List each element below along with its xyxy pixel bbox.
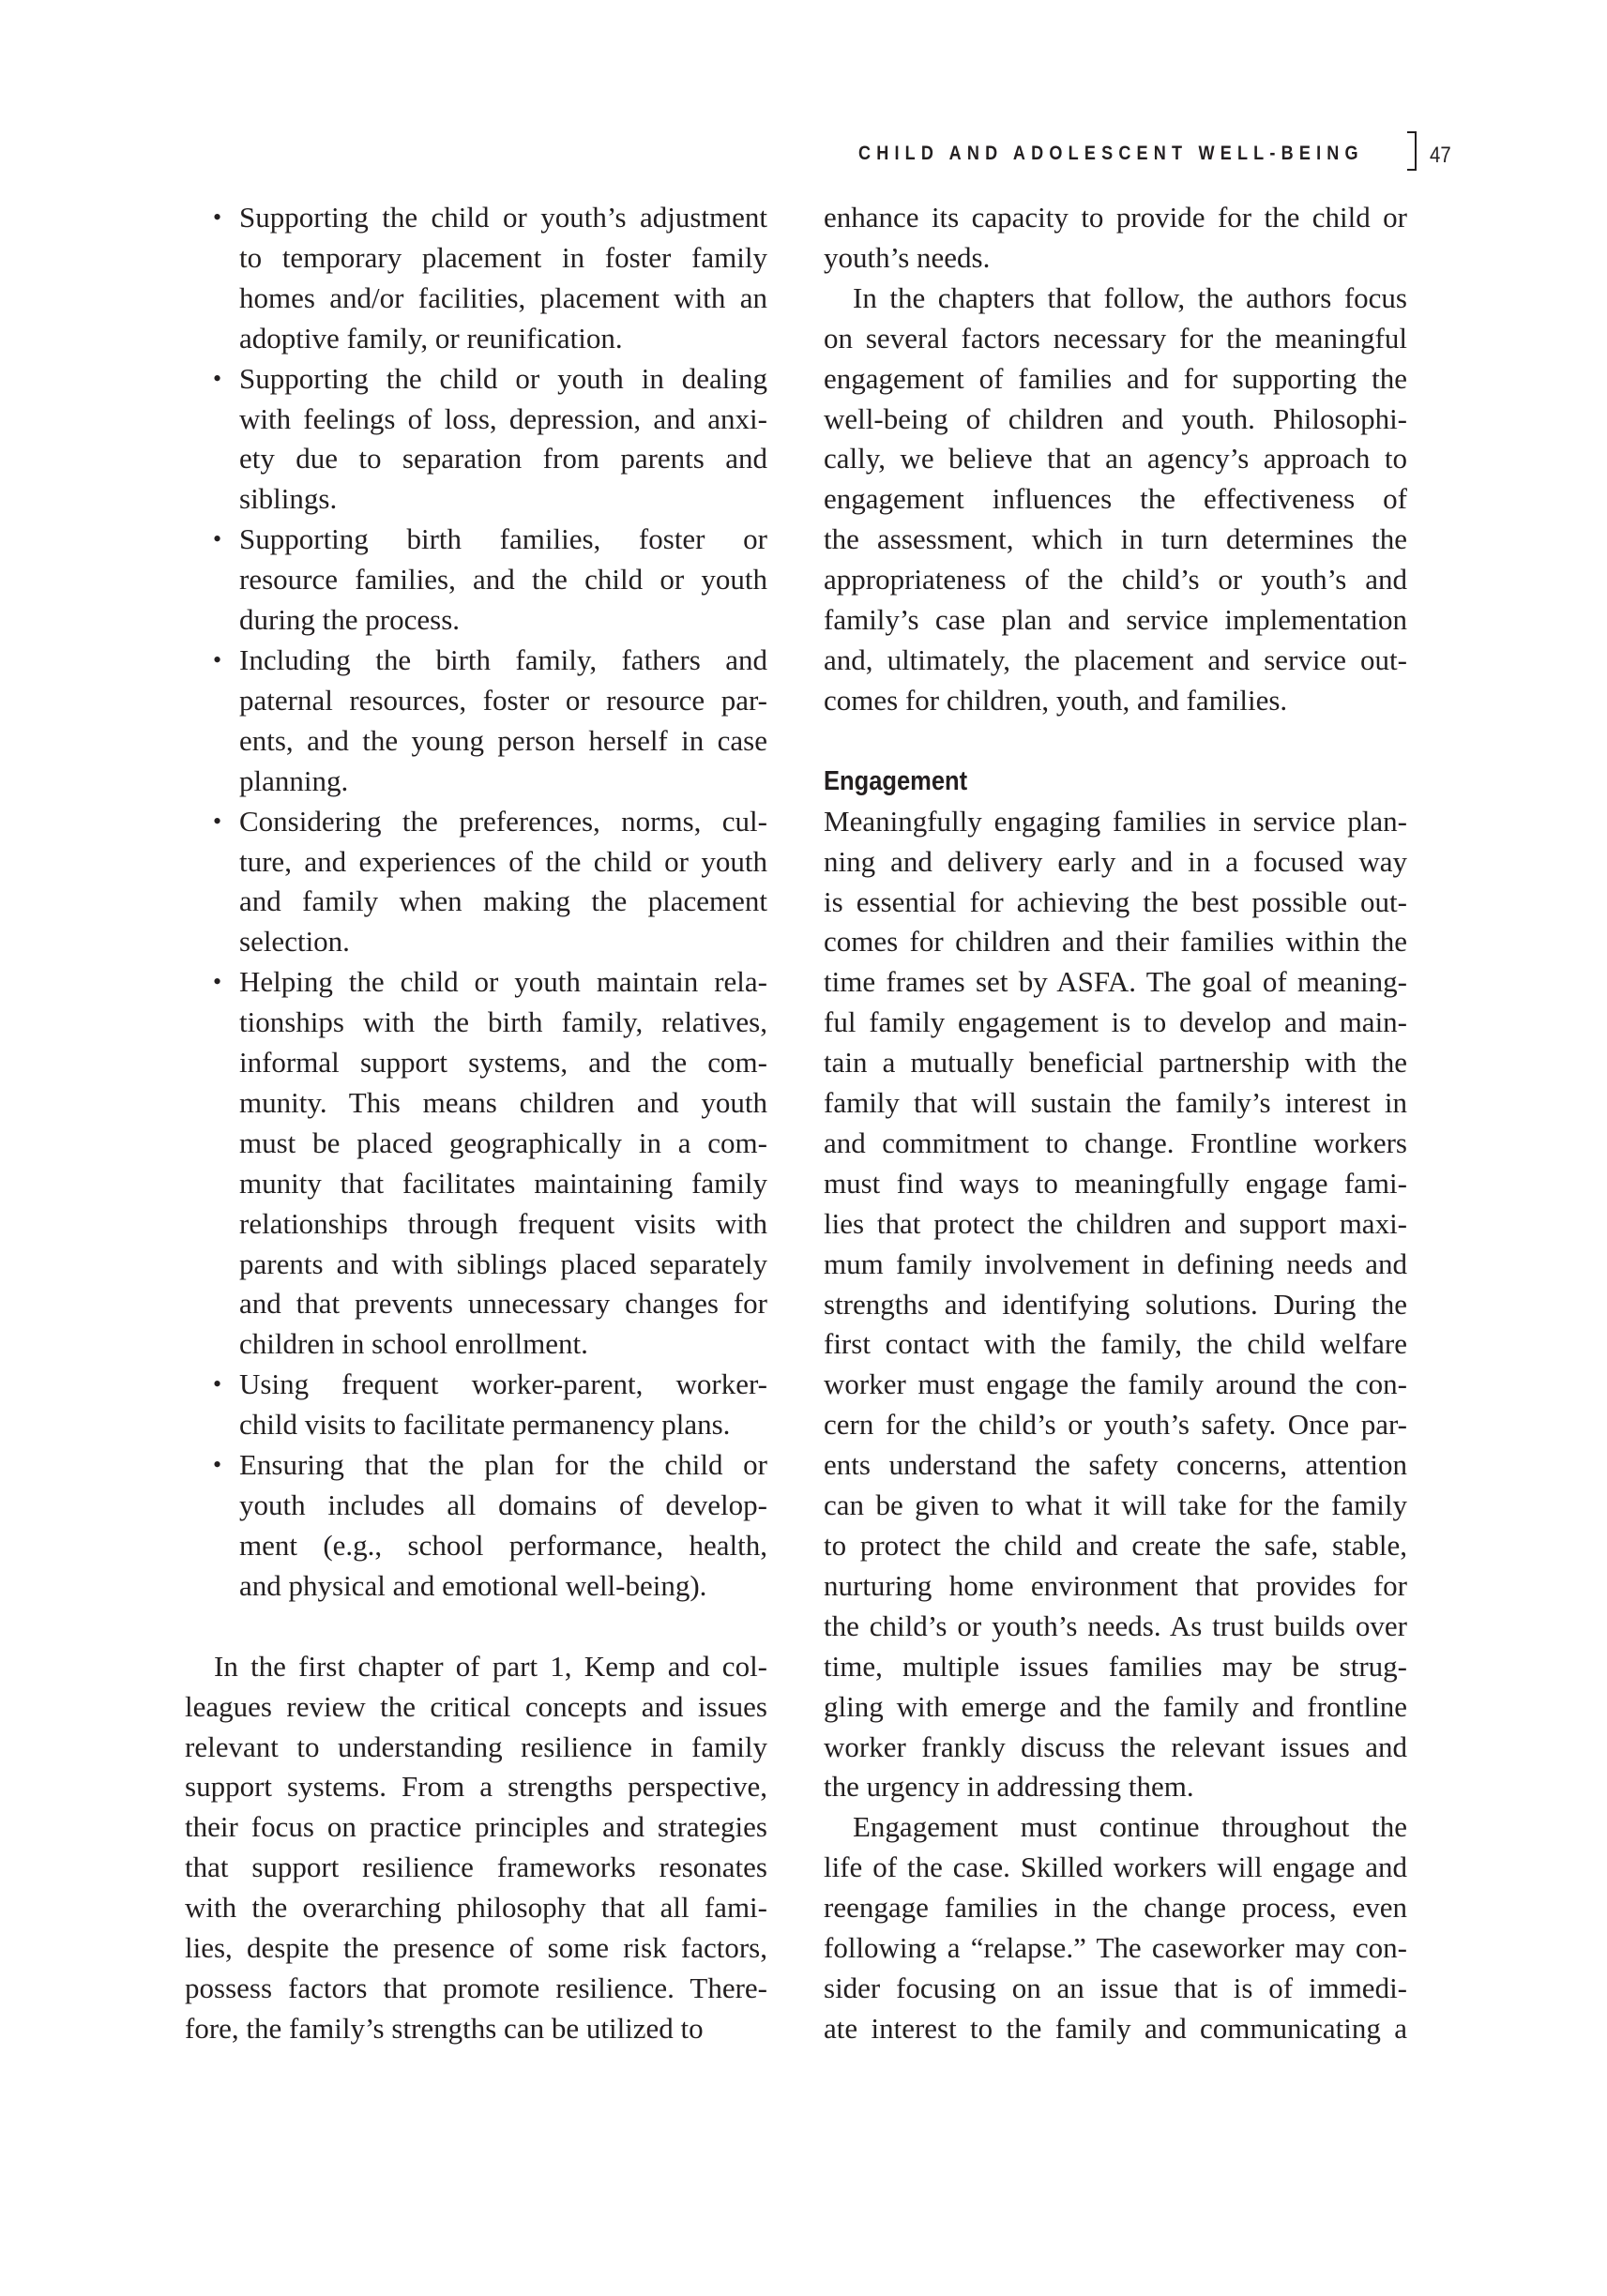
text-line: worker frankly discuss the relevant issues and [824, 1730, 1407, 1763]
text-line: youth includes all domains of develop- [239, 1488, 767, 1521]
text-line: parents and with siblings placed separately [239, 1246, 767, 1280]
page-number: 47 [1430, 143, 1451, 168]
text-line: relevant to understanding resilience in family [185, 1730, 767, 1763]
bullet-list [185, 198, 767, 1607]
text-line: nurturing home environment that provides for [824, 1568, 1407, 1602]
text-line: child visits to facilitate permanency plans. [239, 1408, 731, 1442]
text-line: lies that protect the children and support maxi- [824, 1206, 1407, 1240]
text-line: that support resilience frameworks resonates [185, 1850, 767, 1884]
text-line: Supporting the child or youth in dealing [239, 361, 767, 395]
text-line: ents, and the young person herself in case [239, 723, 767, 757]
text-line: resource families, and the child or youth [239, 563, 767, 597]
text-line: cally, we believe that an agency’s approach to [824, 442, 1407, 476]
text-line: reengage families in the change process, even [824, 1891, 1407, 1925]
text-line: is essential for achieving the best possible out- [824, 884, 1407, 918]
text-line: and family when making the placement [239, 884, 767, 918]
bullet-item [185, 198, 767, 359]
text-line: munity that facilitates maintaining family [239, 1166, 767, 1200]
text-line: Using frequent worker-parent, worker- [239, 1367, 767, 1401]
text-line: youth’s needs. [824, 240, 991, 274]
text-line: with the overarching philosophy that all fami- [185, 1891, 767, 1925]
bullet-dot-icon: • [213, 525, 222, 553]
text-line: Supporting birth families, foster or [239, 522, 767, 556]
text-line: paternal resources, foster or resource par- [239, 683, 767, 717]
text-line: and that prevents unnecessary changes for [239, 1287, 767, 1321]
text-line: cern for the child’s or youth’s safety. Once par- [824, 1408, 1407, 1442]
text-line: Including the birth family, fathers and [239, 642, 767, 676]
text-line: Supporting the child or youth’s adjustment [239, 201, 767, 234]
text-line: selection. [239, 925, 350, 959]
bullet-item [185, 641, 767, 802]
text-line: gling with emerge and the family and frontline [824, 1689, 1407, 1723]
text-line: strengths and identifying solutions. During the [824, 1287, 1407, 1321]
text-line: ment (e.g., school performance, health, [239, 1528, 767, 1562]
text-line: to temporary placement in foster family [239, 240, 767, 274]
text-line: sider focusing on an issue that is of immedi- [824, 1971, 1407, 2004]
bullet-item [185, 802, 767, 963]
bullet-item [185, 1365, 767, 1445]
text-line: engagement of families and for supporting the [824, 361, 1407, 395]
bullet-dot-icon: • [213, 807, 222, 835]
section-heading-engagement: Engagement [824, 765, 968, 796]
text-line: with feelings of loss, depression, and anxi- [239, 401, 767, 435]
text-line: children in school enrollment. [239, 1327, 588, 1361]
text-line: comes for children, youth, and families. [824, 683, 1288, 717]
paragraph-engagement-continue [824, 1807, 1407, 2048]
text-line: time frames set by ASFA. The goal of meaning- [824, 965, 1407, 999]
text-line: ate interest to the family and communicating a [824, 2011, 1407, 2045]
bullet-dot-icon: • [213, 968, 222, 996]
right-column [824, 198, 1407, 2049]
text-line: their focus on practice principles and strategies [185, 1810, 767, 1844]
text-line: during the process. [239, 603, 461, 637]
text-line: Considering the preferences, norms, cul- [239, 804, 767, 838]
text-line: Meaningfully engaging families in service plan- [824, 804, 1407, 838]
text-line: worker must engage the family around the con- [824, 1367, 1407, 1401]
bullet-dot-icon: • [213, 1370, 222, 1398]
paragraph-continuation [824, 198, 1407, 279]
text-line: Helping the child or youth maintain rela- [239, 965, 767, 999]
text-line: ture, and experiences of the child or youth [239, 844, 767, 878]
text-line: first contact with the family, the child welfare [824, 1327, 1407, 1361]
text-line: well-being of children and youth. Philosophi- [824, 401, 1407, 435]
text-line: tionships with the birth family, relatives, [239, 1005, 767, 1039]
text-line: to protect the child and create the safe, stable, [824, 1529, 1407, 1562]
text-line: relationships through frequent visits with [239, 1206, 767, 1240]
text-line: lies, despite the presence of some risk factors, [185, 1931, 767, 1965]
text-line: possess factors that promote resilience. There- [185, 1971, 767, 2004]
text-line: on several factors necessary for the meaningful [824, 321, 1407, 355]
paragraph-engagement [824, 802, 1407, 1808]
text-line: must find ways to meaningfully engage fami- [824, 1166, 1407, 1200]
text-line: must be placed geographically in a com- [239, 1125, 767, 1159]
text-line: informal support systems, and the com- [239, 1046, 767, 1080]
bullet-dot-icon: • [213, 204, 222, 231]
text-line: life of the case. Skilled workers will engage and [824, 1850, 1407, 1884]
text-line: siblings. [239, 482, 338, 516]
text-line: In the first chapter of part 1, Kemp and col- [214, 1649, 767, 1683]
running-head-bracket [1407, 131, 1417, 171]
text-line: and, ultimately, the placement and service out- [824, 642, 1407, 676]
text-line: ful family engagement is to develop and main- [824, 1005, 1407, 1039]
text-line: adoptive family, or reunification. [239, 321, 623, 355]
paragraph-chapters-overview [824, 279, 1407, 721]
bullet-dot-icon: • [213, 1451, 222, 1479]
text-line: leagues review the critical concepts and issues [185, 1689, 767, 1723]
paragraph-gap [185, 1607, 767, 1647]
bullet-dot-icon: • [213, 364, 222, 392]
text-line: can be given to what it will take for the family [824, 1488, 1407, 1522]
text-line: comes for children and their families within the [824, 925, 1407, 959]
paragraph-kemp-chapter [185, 1647, 767, 2049]
text-line: homes and/or facilities, placement with an [239, 280, 767, 314]
text-line: time, multiple issues families may be strug- [824, 1649, 1407, 1683]
text-line: mum family involvement in defining needs and [824, 1246, 1407, 1280]
text-line: ety due to separation from parents and [239, 442, 767, 476]
text-line: enhance its capacity to provide for the child or [824, 201, 1407, 234]
text-line: tain a mutually beneficial partnership with the [824, 1046, 1407, 1080]
text-line: engagement influences the effectiveness of [824, 482, 1407, 516]
bullet-item [185, 962, 767, 1365]
bullet-item [185, 359, 767, 521]
text-line: planning. [239, 763, 349, 797]
text-line: ning and delivery early and in a focused way [824, 844, 1407, 878]
text-line: family’s case plan and service implementation [824, 603, 1407, 637]
text-line: appropriateness of the child’s or youth’s and [824, 563, 1407, 597]
text-line: ents understand the safety concerns, attention [824, 1448, 1407, 1482]
text-line: In the chapters that follow, the authors focus [853, 280, 1407, 314]
bullet-item [185, 520, 767, 641]
text-line: and commitment to change. Frontline workers [824, 1125, 1407, 1159]
left-column [185, 198, 767, 2049]
bullet-dot-icon: • [213, 645, 222, 673]
text-line: following a “relapse.” The caseworker may con- [824, 1931, 1407, 1965]
text-line: munity. This means children and youth [239, 1085, 767, 1119]
text-line: fore, the family’s strengths can be utilized to [185, 2011, 704, 2045]
text-line: the child’s or youth’s needs. As trust builds over [824, 1609, 1407, 1642]
text-line: and physical and emotional well-being). [239, 1568, 707, 1602]
running-head: CHILD AND ADOLESCENT WELL-BEING [858, 143, 1364, 164]
text-line: the urgency in addressing them. [824, 1770, 1194, 1804]
text-line: Engagement must continue throughout the [853, 1810, 1407, 1844]
bullet-item [185, 1445, 767, 1607]
text-line: family that will sustain the family’s interest in [824, 1086, 1407, 1120]
text-line: the assessment, which in turn determines the [824, 522, 1407, 556]
text-line: support systems. From a strengths perspective, [185, 1770, 767, 1804]
text-line: Ensuring that the plan for the child or [239, 1448, 767, 1482]
